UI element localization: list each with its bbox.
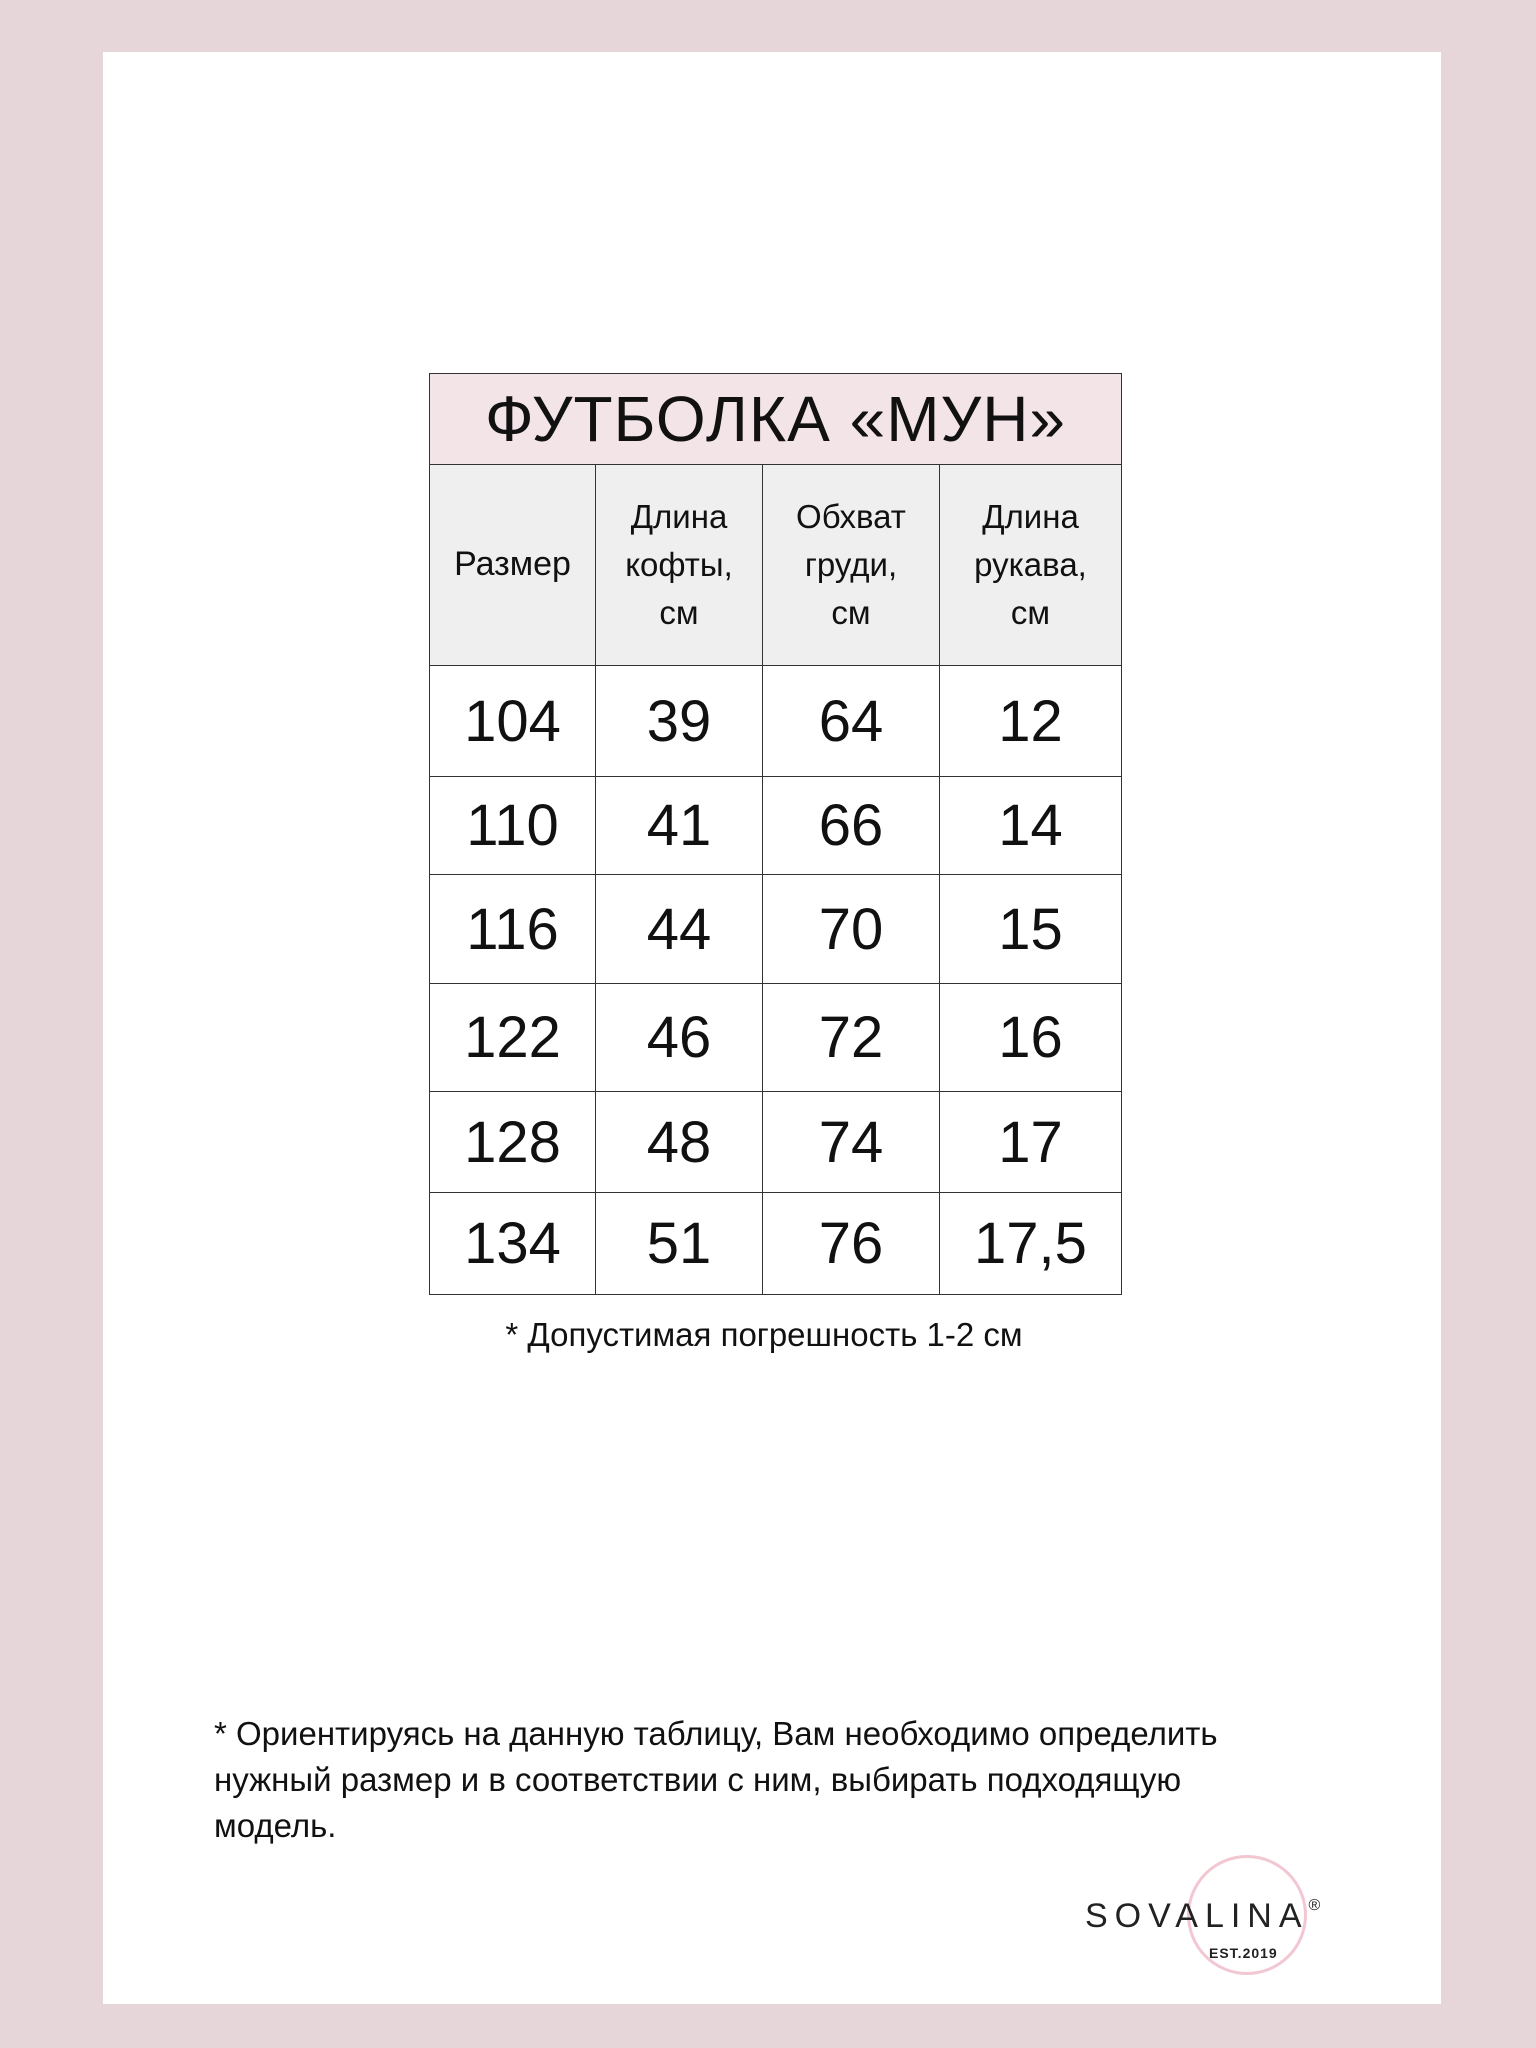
- brand-logo: [1085, 1855, 1415, 1985]
- header-sleeve: [940, 465, 1122, 666]
- table-row: [430, 875, 1122, 984]
- length-cell: 46: [596, 984, 763, 1092]
- header-length-line: кофты,: [625, 546, 733, 584]
- bottom-note-line: * Ориентируясь на данную таблицу, Вам необходимо определить: [214, 1715, 1218, 1752]
- table-row: [430, 1092, 1122, 1193]
- chest-cell: 66: [763, 777, 940, 875]
- chest-cell: 74: [763, 1092, 940, 1193]
- size-cell: 122: [430, 984, 596, 1092]
- logo-est-text: EST.2019: [1209, 1945, 1278, 1961]
- header-sleeve-line: рукава,: [974, 546, 1087, 584]
- logo-wordmark: [1085, 1897, 1320, 1936]
- size-cell: 104: [430, 666, 596, 777]
- sleeve-cell: 17,5: [940, 1193, 1122, 1295]
- header-sleeve-line: см: [1010, 593, 1051, 631]
- table-row: [430, 984, 1122, 1092]
- table-row: [430, 1193, 1122, 1295]
- size-cell: 116: [430, 875, 596, 984]
- length-cell: 41: [596, 777, 763, 875]
- chest-cell: 72: [763, 984, 940, 1092]
- chest-cell: 70: [763, 875, 940, 984]
- bottom-note: [214, 1711, 1344, 1849]
- sleeve-cell: 16: [940, 984, 1122, 1092]
- size-cell: 134: [430, 1193, 596, 1295]
- tolerance-note: * Допустимая погрешность 1-2 см: [505, 1316, 1023, 1353]
- size-cell: 110: [430, 777, 596, 875]
- sleeve-cell: 15: [940, 875, 1122, 984]
- table-title: ФУТБОЛКА «МУН»: [430, 374, 1122, 465]
- sleeve-cell: 17: [940, 1092, 1122, 1193]
- header-chest-line: см: [831, 593, 871, 631]
- header-length-line: Длина: [630, 498, 728, 536]
- length-cell: 51: [596, 1193, 763, 1295]
- table-row: [430, 666, 1122, 777]
- header-chest-line: Обхват: [796, 498, 906, 536]
- length-cell: 44: [596, 875, 763, 984]
- sleeve-cell: 14: [940, 777, 1122, 875]
- chest-cell: 76: [763, 1193, 940, 1295]
- sleeve-cell: 12: [940, 666, 1122, 777]
- length-cell: 39: [596, 666, 763, 777]
- logo-brand-text: SOVALINA: [1085, 1897, 1309, 1935]
- size-cell: 128: [430, 1092, 596, 1193]
- size-table: [429, 373, 1122, 1295]
- header-chest-line: груди,: [804, 546, 898, 584]
- header-size: Размер: [430, 465, 596, 666]
- bottom-note-line: нужный размер и в соответствии с ним, выбирать подходящую: [214, 1761, 1182, 1798]
- chest-cell: 64: [763, 666, 940, 777]
- header-sleeve-line: Длина: [982, 498, 1079, 536]
- bottom-note-line: модель.: [214, 1807, 337, 1844]
- header-length: [596, 465, 763, 666]
- logo-registered-mark: ®: [1308, 1897, 1321, 1914]
- length-cell: 48: [596, 1092, 763, 1193]
- table-row: [430, 777, 1122, 875]
- header-chest: [763, 465, 940, 666]
- header-length-line: см: [659, 593, 699, 631]
